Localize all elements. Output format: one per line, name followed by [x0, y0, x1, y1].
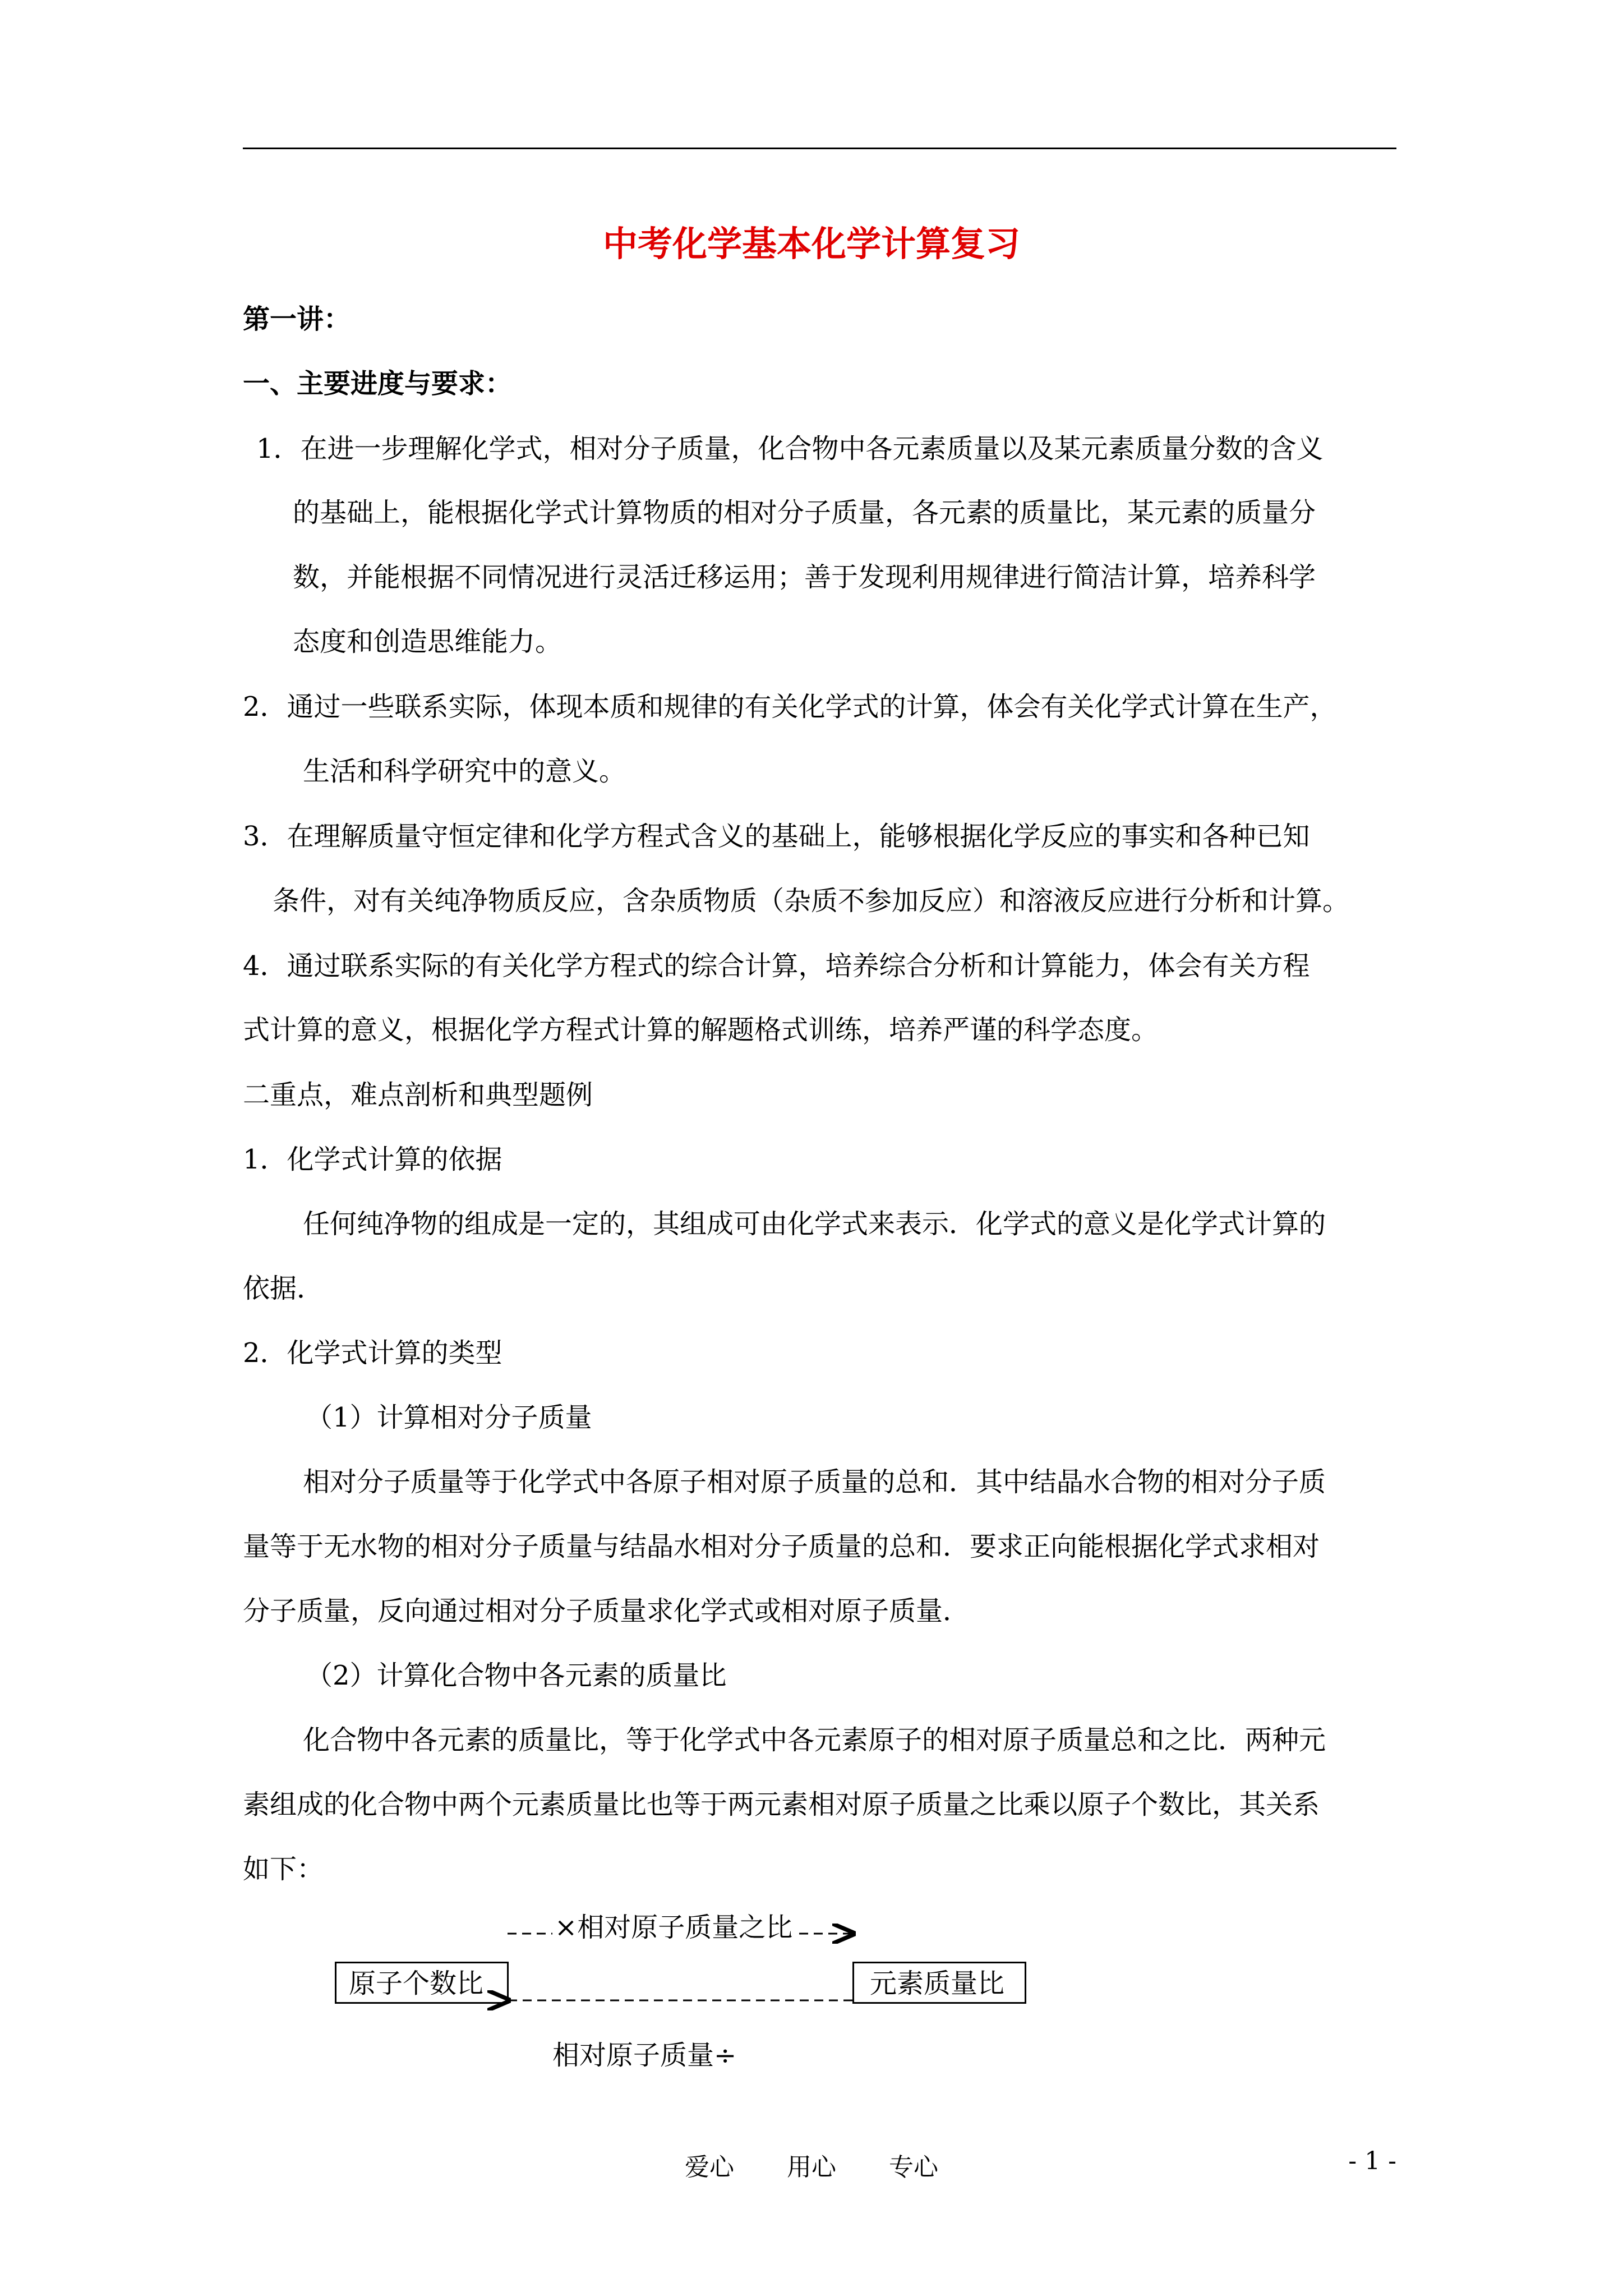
element-mass-ratio-label: 元素质量比	[870, 1968, 1005, 1999]
top-arrow-label: ×相对原子质量之比	[552, 1914, 795, 1941]
type-1-heading: （1）计算相对分子质量	[306, 1402, 592, 1433]
atom-count-ratio-label: 原子个数比	[349, 1968, 484, 1999]
footer-word-1: 爱心	[685, 2153, 734, 2182]
requirement-2-line-1: 2．通过一些联系实际，体现本质和规律的有关化学式的计算，体会有关化学式计算在生产，	[243, 691, 1337, 723]
type-1-text-line-2: 量等于无水物的相对分子质量与结晶水相对分子质量的总和．要求正向能根据化学式求相对	[243, 1531, 1320, 1562]
requirement-3-line-1: 3．在理解质量守恒定律和化学方程式含义的基础上，能够根据化学反应的事实和各种已知	[243, 821, 1310, 852]
requirement-1-line-1: 1．在进一步理解化学式，相对分子质量，化合物中各元素质量以及某元素质量分数的含义	[256, 433, 1324, 464]
element-mass-ratio-box	[852, 1962, 1026, 2004]
type-2-text-line-3: 如下：	[243, 1853, 324, 1885]
bottom-arrow-label: 相对原子质量÷	[552, 2040, 737, 2071]
type-1-text-line-3: 分子质量，反向通过相对分子质量求化学式或相对原子质量．	[243, 1595, 970, 1627]
header-rule	[243, 148, 1396, 149]
lecture-label: 第一讲：	[243, 303, 351, 335]
requirement-1-line-3: 数，并能根据不同情况进行灵活迁移运用；善于发现利用规律进行简洁计算，培养科学	[293, 562, 1316, 593]
footer-word-3: 专心	[889, 2153, 938, 2182]
footer-word-2: 用心	[787, 2153, 836, 2182]
requirement-3-line-2: 条件，对有关纯净物质反应，含杂质物质（杂质不参加反应）和溶液反应进行分析和计算。	[273, 885, 1350, 917]
type-2-heading: （2）计算化合物中各元素的质量比	[306, 1660, 727, 1691]
type-1-text-line-1: 相对分子质量等于化学式中各原子相对原子质量的总和．其中结晶水合物的相对分子质	[303, 1466, 1326, 1498]
type-2-text-line-1: 化合物中各元素的质量比，等于化学式中各元素原子的相对原子质量总和之比．两种元	[303, 1724, 1326, 1756]
requirement-1-line-4: 态度和创造思维能力。	[293, 626, 562, 657]
basis-text-line-1: 任何纯净物的组成是一定的，其组成可由化学式来表示．化学式的意义是化学式计算的	[303, 1208, 1326, 1240]
subheading-types: 2．化学式计算的类型	[243, 1337, 502, 1369]
requirement-1-line-2: 的基础上，能根据化学式计算物质的相对分子质量，各元素的质量比，某元素的质量分	[293, 497, 1316, 528]
page-number: - 1 -	[1348, 2147, 1396, 2175]
page-title: 中考化学基本化学计算复习	[602, 223, 1020, 264]
type-2-text-line-2: 素组成的化合物中两个元素质量比也等于两元素相对原子质量之比乘以原子个数比，其关系	[243, 1789, 1320, 1820]
requirement-4-line-2: 式计算的意义，根据化学方程式计算的解题格式训练，培养严谨的科学态度。	[243, 1014, 1159, 1046]
requirement-4-line-1: 4．通过联系实际的有关化学方程式的综合计算，培养综合分析和计算能力，体会有关方程	[243, 950, 1310, 982]
subheading-basis: 1．化学式计算的依据	[243, 1144, 502, 1175]
atom-count-ratio-box	[335, 1962, 509, 2004]
basis-text-line-2: 依据．	[243, 1273, 324, 1304]
requirement-2-line-2: 生活和科学研究中的意义。	[303, 756, 626, 787]
section-heading-requirements: 一、主要进度与要求：	[243, 368, 513, 399]
section-heading-key-points: 二重点，难点剖析和典型题例	[243, 1079, 593, 1111]
